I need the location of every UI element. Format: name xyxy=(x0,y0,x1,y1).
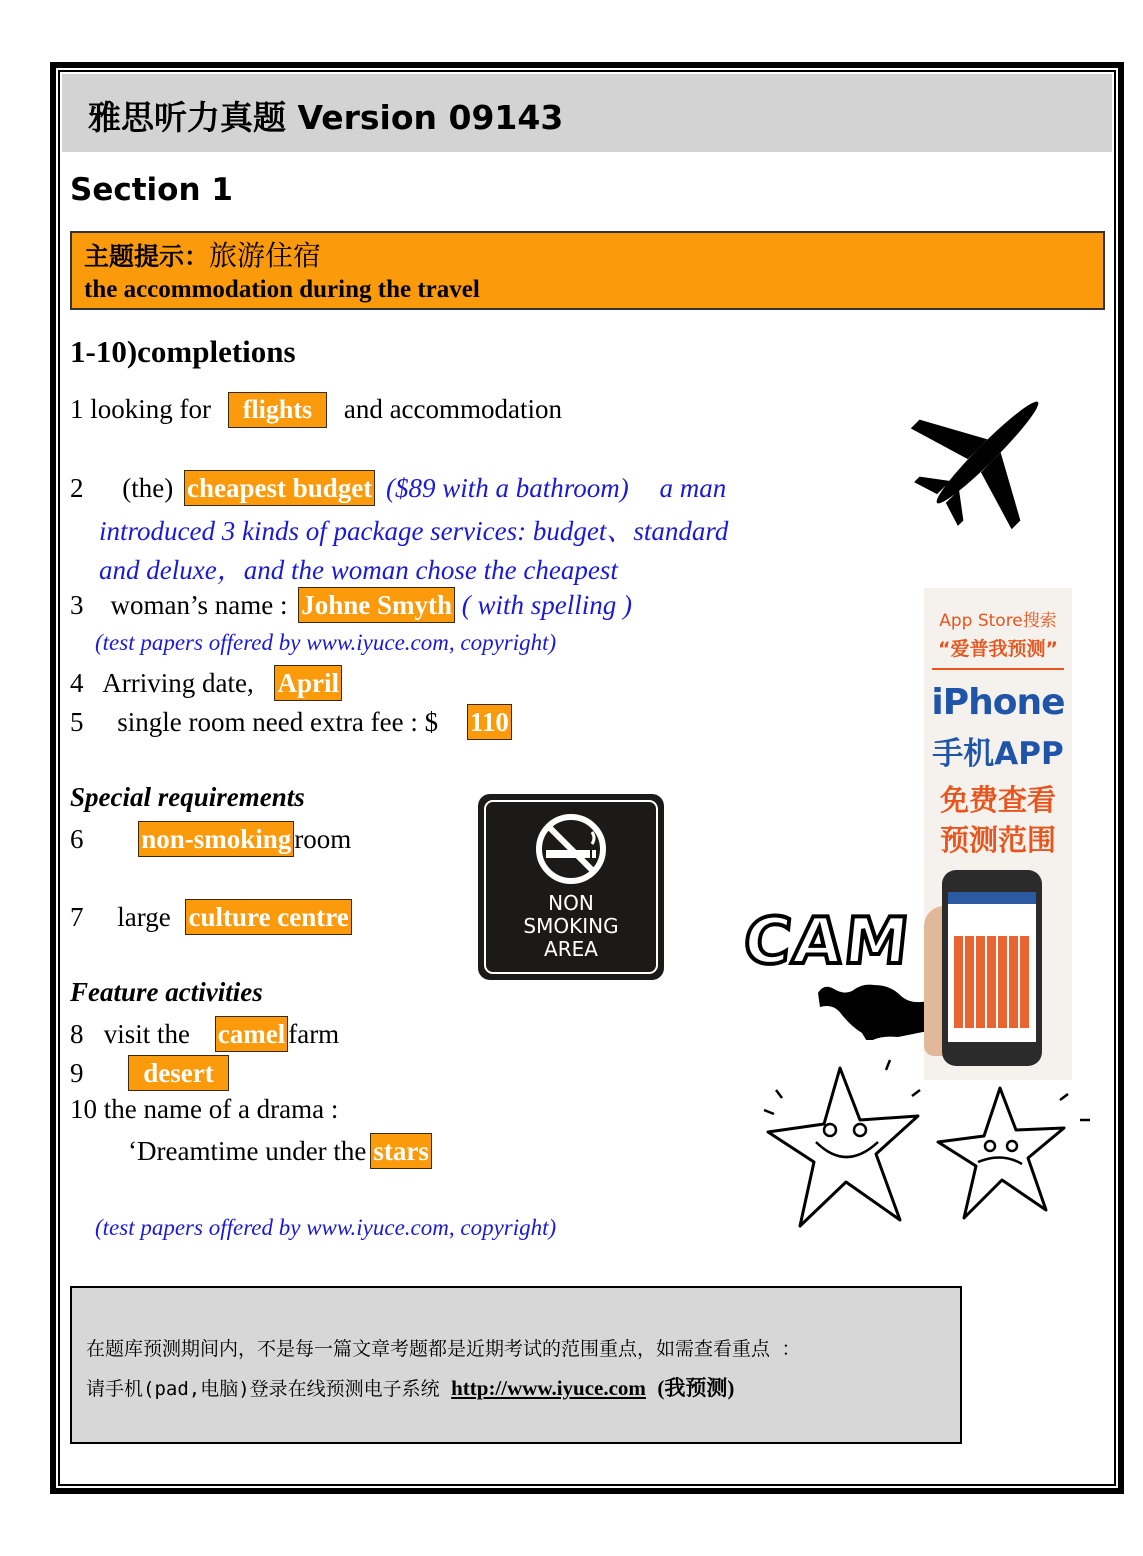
q10-answer: stars xyxy=(370,1133,432,1169)
q2-num: 2 xyxy=(70,473,84,503)
footer-line2-prefix: 请手机(pad,电脑)登录在线预测电子系统 xyxy=(86,1378,440,1400)
sign-text xyxy=(478,892,664,961)
app-banner-line1: App Store搜索 xyxy=(939,611,1057,631)
q1-answer: flights xyxy=(228,392,327,428)
topic-hint xyxy=(84,234,321,274)
question-5 xyxy=(70,704,512,740)
question-3 xyxy=(70,587,632,623)
question-7 xyxy=(70,899,352,935)
phone-grid xyxy=(954,936,1030,1028)
q3-prefix: 3 woman’s name : xyxy=(70,590,288,620)
phone-screen xyxy=(948,892,1036,1042)
airplane-icon xyxy=(905,375,1070,530)
q3-note: ( with spelling ) xyxy=(461,590,632,620)
feature-activities-heading: Feature activities xyxy=(70,977,263,1007)
copyright-credit-2: (test papers offered by www.iyuce.com, copyright) xyxy=(95,1215,557,1240)
sign-line-1: NON xyxy=(548,891,594,915)
special-requirements-heading: Special requirements xyxy=(70,782,305,812)
question-2 xyxy=(70,470,726,506)
question-1 xyxy=(70,392,562,428)
question-8 xyxy=(70,1016,339,1052)
topic-value: 旅游住宿 xyxy=(209,241,322,272)
question-4 xyxy=(70,665,342,701)
camel-icon xyxy=(818,975,928,1040)
q10-line2-prefix: ‘Dreamtime under the xyxy=(128,1136,367,1166)
questions-heading: 1-10)completions xyxy=(70,334,296,369)
footer-line2-suffix: (我预测) xyxy=(657,1376,735,1400)
app-banner-line6: 预测范围 xyxy=(939,823,1056,857)
sign-line-3: AREA xyxy=(544,937,598,961)
phone-graphic xyxy=(942,870,1042,1066)
app-banner-divider xyxy=(932,668,1064,670)
q5-answer: 110 xyxy=(467,704,512,740)
q8-prefix: 8 visit the xyxy=(70,1019,190,1049)
q7-answer: culture centre xyxy=(185,899,351,935)
section-title: Section 1 xyxy=(70,172,233,208)
footer-note-line2 xyxy=(86,1372,734,1402)
question-10-line2 xyxy=(128,1133,432,1169)
q5-prefix: 5 single room need extra fee : $ xyxy=(70,707,439,737)
q1-prefix: 1 looking for xyxy=(70,394,211,424)
cartoon-stars xyxy=(760,1050,1110,1260)
q9-num: 9 xyxy=(70,1058,84,1088)
q2-note-line3: and deluxe，and the woman chose the cheapest xyxy=(99,555,618,585)
question-6 xyxy=(70,821,351,857)
app-banner-line2: “爱普我预测” xyxy=(938,638,1058,660)
camel-logo-text: CAM xyxy=(740,905,915,979)
q2-answer: cheapest budget xyxy=(184,470,375,506)
q8-suffix: farm xyxy=(288,1019,340,1049)
footer-note-box xyxy=(70,1286,962,1444)
q2-prefix: (the) xyxy=(122,473,174,503)
q4-answer: April xyxy=(274,665,342,701)
sign-line-2: SMOKING xyxy=(523,914,619,938)
q6-num: 6 xyxy=(70,824,84,854)
app-promo-banner[interactable] xyxy=(924,588,1072,1080)
footer-note-line1: 在题库预测期间内，不是每一篇文章考题都是近期考试的范围重点，如需查看重点 ： xyxy=(86,1338,801,1360)
no-smoking-sign xyxy=(478,794,664,980)
question-9 xyxy=(70,1055,229,1091)
q9-answer: desert xyxy=(128,1055,228,1091)
copyright-credit-1: (test papers offered by www.iyuce.com, copyright) xyxy=(95,630,557,655)
q4-prefix: 4 Arriving date, xyxy=(70,668,254,698)
q2-note-b: a man xyxy=(659,473,727,503)
topic-english: the accommodation during the travel xyxy=(84,276,480,303)
q6-suffix: room xyxy=(294,824,352,854)
q3-answer: Johne Smyth xyxy=(298,587,455,623)
app-banner-line5: 免费查看 xyxy=(939,783,1056,817)
question-10: 10 the name of a drama : xyxy=(70,1094,339,1124)
no-smoking-icon xyxy=(534,812,608,886)
iyuce-link[interactable]: http://www.iyuce.com xyxy=(451,1376,646,1400)
app-banner-line4: 手机APP xyxy=(932,736,1064,772)
q1-suffix: and accommodation xyxy=(343,394,563,424)
page-title: 雅思听力真题 Version 09143 xyxy=(88,98,564,137)
q2-note-a: ($89 with a bathroom) xyxy=(385,473,629,503)
q2-note-line2: introduced 3 kinds of package services: budget、standard xyxy=(99,516,729,546)
q6-answer: non-smoking xyxy=(138,821,294,857)
app-banner-line3: iPhone xyxy=(931,682,1065,723)
q7-prefix: 7 large xyxy=(70,902,171,932)
q8-answer: camel xyxy=(215,1016,288,1052)
topic-label: 主题提示： xyxy=(84,242,210,271)
